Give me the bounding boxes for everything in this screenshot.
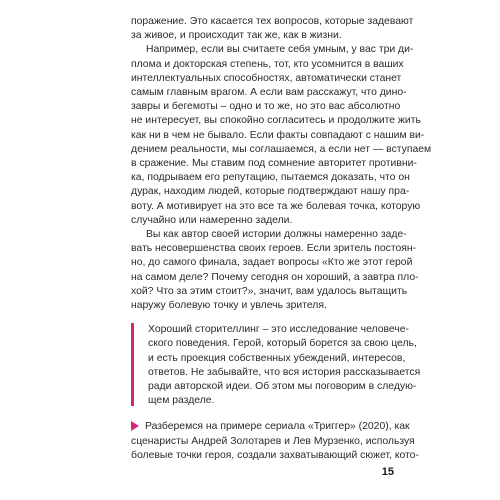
text-line: наружу болевую точку и увлечь зрителя.: [131, 300, 327, 311]
text-line: болевые точки героя, создали захватывающий сюжет, кото-: [131, 449, 419, 461]
text-line: поражение. Это касается тех вопросов, которые задевают: [131, 16, 414, 27]
text-line: не интересует, вы спокойно согласитесь и продолжите жить: [131, 115, 421, 127]
text-line: на самом деле? Почему сегодня он хороший, а завтра пло-: [131, 271, 419, 283]
text-line: как ни в чем не бывало. Если факты совпадают с нашим ви-: [131, 129, 425, 141]
text-line: вать несовершенства своих героев. Если зритель постоян-: [131, 243, 417, 255]
text-line: Например, если вы считаете себя умным, у вас три ди-: [146, 44, 414, 56]
quote-line: Хороший сторителлинг – это исследование человече-: [148, 324, 409, 336]
arrow-right-icon: [131, 421, 139, 431]
page-number: 15: [381, 466, 394, 478]
text-line: сценаристы Андрей Золотарев и Лев Мурзенко, используя: [131, 435, 415, 447]
text-line: дурак, находим людей, которые подтверждают нашу пра-: [131, 186, 410, 198]
quote-line: ского поведения. Герой, который борется за свою цель,: [148, 338, 417, 350]
text-line: но, до самого финала, задает вопросы «Кто же этот герой: [131, 257, 413, 269]
quote-line: ради авторской идеи. Об этом мы поговорим в следую-: [148, 381, 417, 392]
text-line: воту. А мотивирует на это все та же болевая точка, которую: [131, 200, 421, 212]
text-line: завры и бегемоты – одно и то же, но это вас абсолютно: [131, 101, 401, 113]
text-line: ка, подрываем его репутацию, пытаемся доказать, что он: [131, 172, 410, 184]
text-line: Разберемся на примере сериала «Триггер» (2020), как: [145, 421, 410, 433]
text-line: плома и докторская степень, тот, кто усомнится в ваших: [131, 58, 404, 70]
text-line: самым главным врагом. А если вам расскажут, что дино-: [131, 87, 407, 98]
text-line: за живое, и происходит так же, как в жизни.: [131, 30, 342, 42]
text-line: дением реальности, мы соглашаемся, а если нет — вступаем: [131, 143, 432, 155]
quote-line: ответов. Не забывайте, что вся история рассказывается: [148, 366, 421, 378]
quote-line: и есть проекция собственных убеждений, интересов,: [148, 352, 406, 364]
text-line: Вы как автор своей истории должны намеренно заде-: [146, 229, 407, 240]
text-line: в сражение. Мы ставим под сомнение авторитет противни-: [131, 158, 417, 169]
quote-accent-bar: [131, 323, 134, 406]
quote-line: щем разделе.: [148, 395, 215, 407]
text-line: случайно или намеренно задели.: [131, 214, 293, 226]
text-line: интеллектуальных способностях, автоматически станет: [131, 72, 402, 84]
text-line: хой? Что за этим стоит?», значит, вам удалось вытащить: [131, 285, 408, 297]
